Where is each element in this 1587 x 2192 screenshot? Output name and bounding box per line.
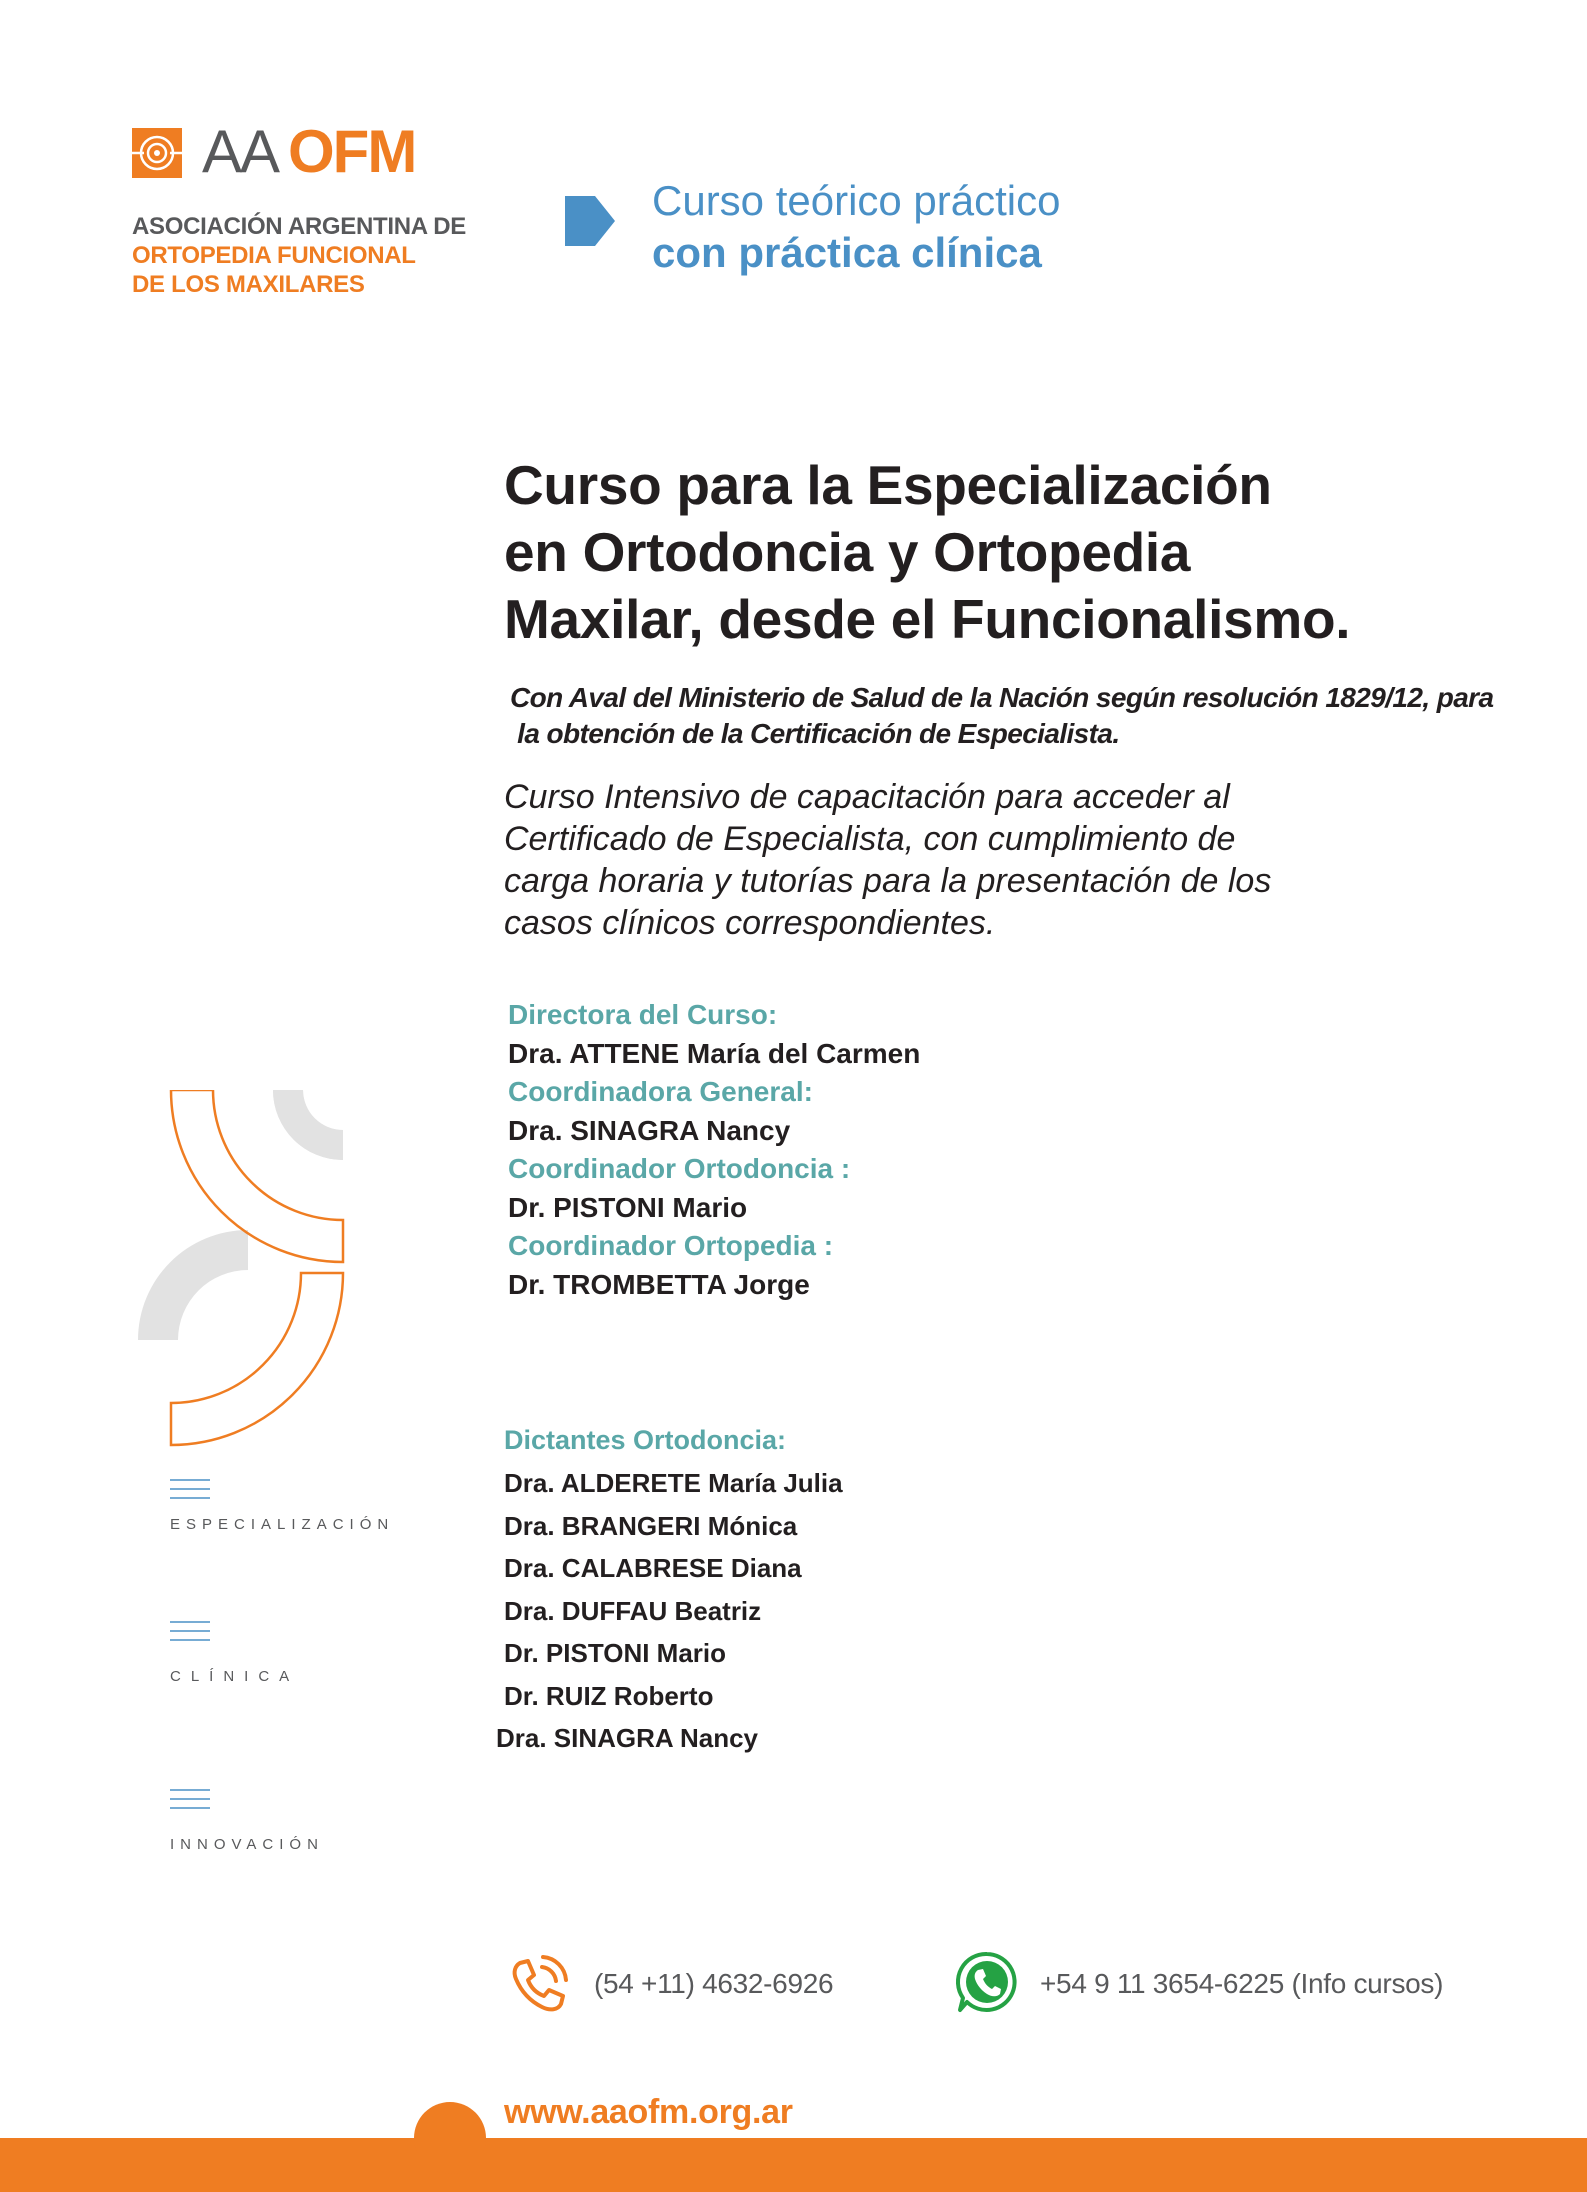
menu-lines-icon: [170, 1620, 210, 1642]
course-type-line1: Curso teórico práctico: [652, 177, 1061, 224]
endorsement-line: Con Aval del Ministerio de Salud de la Nación según resolución 1829/12, para: [510, 682, 1494, 713]
title-line: Maxilar, desde el Funcionalismo.: [504, 588, 1351, 650]
staff-role-general-coordinator: Coordinadora General:: [508, 1076, 813, 1107]
staff-name-orthopedics-coordinator: Dr. TROMBETTA Jorge: [508, 1269, 810, 1300]
side-label-innovacion: INNOVACIÓN: [170, 1836, 324, 1853]
logo-subtitle-line1: ASOCIACIÓN ARGENTINA DE: [132, 213, 466, 240]
staff-name-general-coordinator: Dra. SINAGRA Nancy: [508, 1115, 791, 1146]
staff-role-orthopedics-coordinator: Coordinador Ortopedia :: [508, 1230, 834, 1261]
logo-subtitle-line3: DE LOS MAXILARES: [132, 271, 365, 298]
list-item: Dr. PISTONI Mario: [504, 1638, 727, 1668]
lecturers-heading: Dictantes Ortodoncia:: [504, 1425, 787, 1455]
menu-lines-icon: [170, 1788, 210, 1810]
staff-list: [508, 996, 1208, 1304]
decorative-arcs: [138, 1090, 368, 1450]
endorsement-note: [510, 680, 1560, 752]
staff-role-orthodontics-coordinator: Coordinador Ortodoncia :: [508, 1153, 851, 1184]
lecturers-list: [496, 1462, 843, 1760]
page-title: [504, 452, 1504, 653]
description-line: Certificado de Especialista, con cumplimiento de: [504, 820, 1236, 858]
description-line: casos clínicos correspondientes.: [504, 904, 996, 942]
description-line: carga horaria y tutorías para la presentación de los: [504, 862, 1272, 900]
title-line: en Ortodoncia y Ortopedia: [504, 521, 1191, 583]
endorsement-line: la obtención de la Certificación de Especialista.: [510, 718, 1120, 749]
list-item: Dr. RUIZ Roberto: [504, 1680, 714, 1711]
list-item: Dra. SINAGRA Nancy: [496, 1723, 758, 1753]
phone-number: (54 +11) 4632-6926: [594, 1968, 834, 1999]
logo-target-icon: [132, 128, 182, 178]
course-type-line2: con práctica clínica: [652, 229, 1042, 276]
title-line: Curso para la Especialización: [504, 454, 1272, 516]
logo-text-aa: AA: [202, 118, 279, 185]
list-item: Dra. DUFFAU Beatriz: [504, 1595, 762, 1626]
staff-role-director: Directora del Curso:: [508, 999, 778, 1030]
footer-circle: [414, 2102, 486, 2174]
staff-name-orthodontics-coordinator: Dr. PISTONI Mario: [508, 1192, 748, 1223]
course-description: [504, 776, 1554, 944]
staff-name-director: Dra. ATTENE María del Carmen: [508, 1038, 921, 1069]
side-label-especializacion: ESPECIALIZACIÓN: [170, 1516, 395, 1533]
whatsapp-icon: [955, 1950, 1019, 2014]
description-line: Curso Intensivo de capacitación para acceder al: [504, 778, 1230, 816]
menu-lines-icon: [170, 1478, 210, 1500]
side-label-clinica: CLÍNICA: [170, 1668, 300, 1685]
whatsapp-number: +54 9 11 3654-6225 (Info cursos): [1040, 1968, 1444, 1999]
list-item: Dra. CALABRESE Diana: [504, 1553, 802, 1583]
list-item: Dra. BRANGERI Mónica: [504, 1510, 798, 1541]
list-item: Dra. ALDERETE María Julia: [504, 1468, 843, 1498]
logo-text-ofm: OFM: [288, 118, 416, 185]
phone-icon: [506, 1953, 570, 2017]
logo-subtitle-line2: ORTOPEDIA FUNCIONAL: [132, 242, 416, 269]
organization-logo: [132, 118, 466, 308]
footer-bar: [0, 2138, 1587, 2192]
arrow-tag-icon: [565, 196, 615, 246]
website-link[interactable]: www.aaofm.org.ar: [504, 2093, 793, 2131]
